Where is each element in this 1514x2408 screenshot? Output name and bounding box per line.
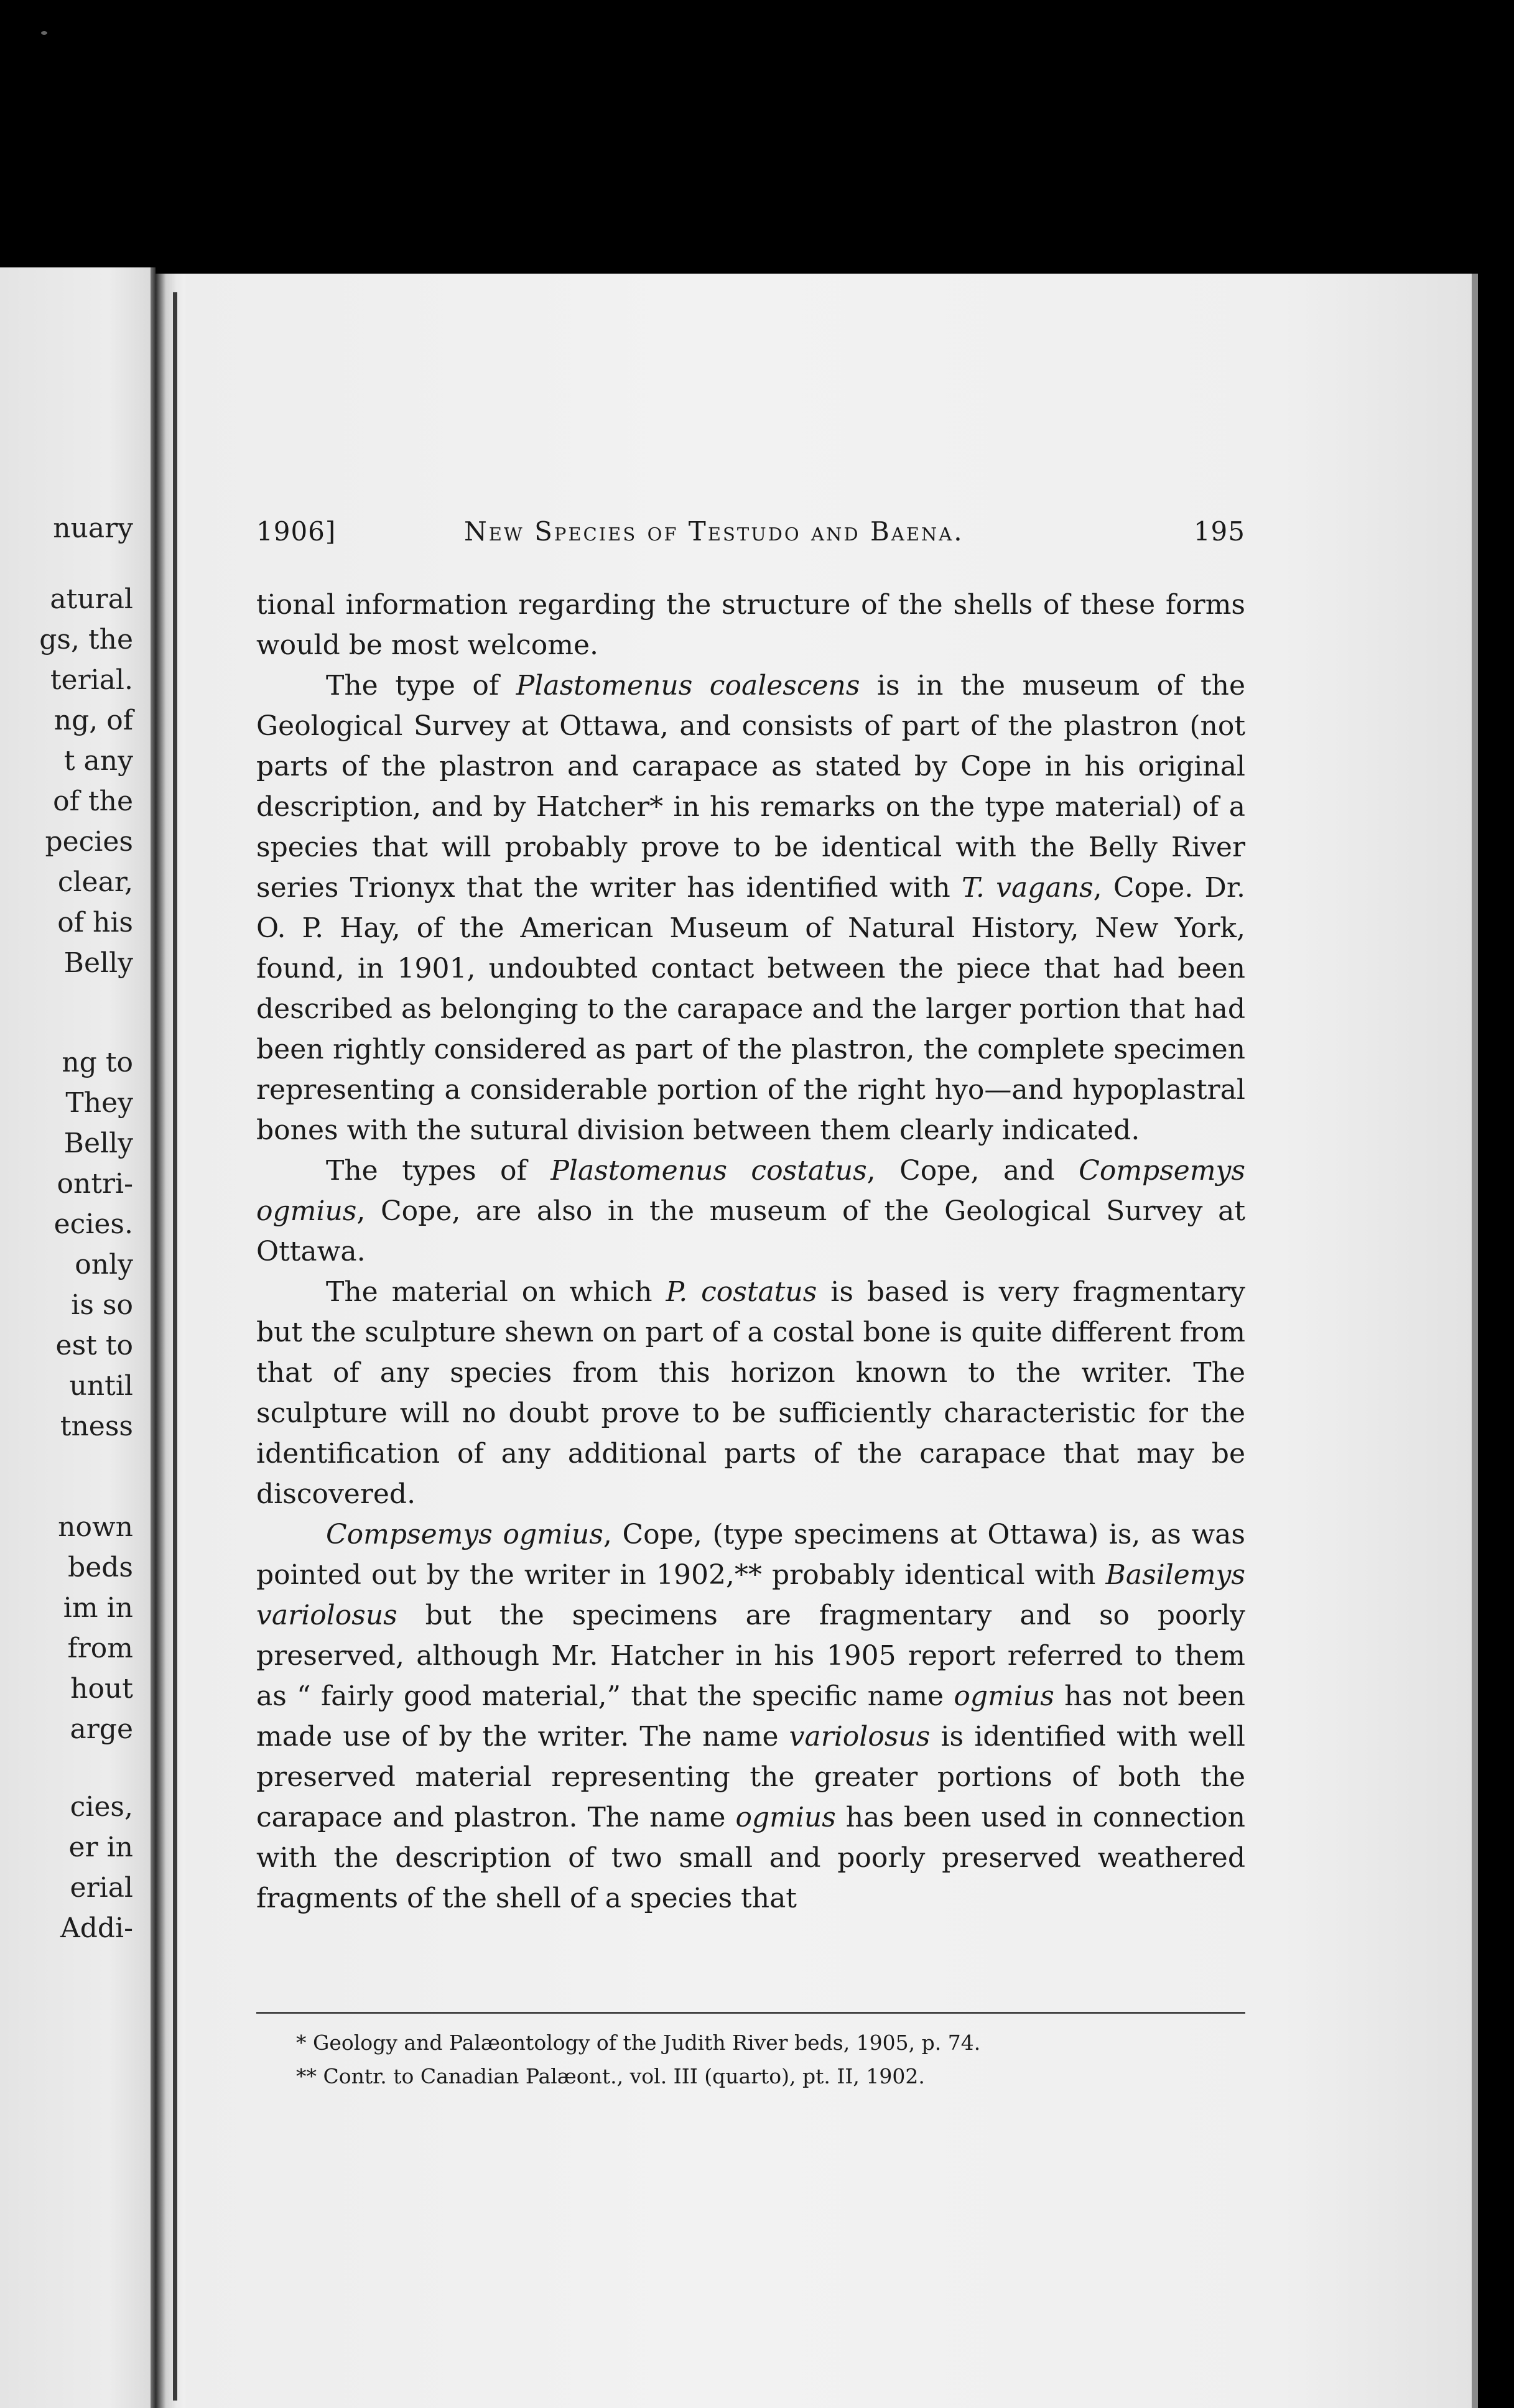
- left-line: gs, the: [39, 624, 133, 655]
- left-line: er in: [68, 1831, 133, 1863]
- left-line: until: [69, 1370, 133, 1402]
- running-head-title: New Species of Testudo and Baena.: [464, 516, 964, 547]
- body-text: [256, 585, 1245, 1919]
- left-line: nuary: [53, 512, 133, 544]
- left-line: nown: [58, 1511, 133, 1543]
- left-line: from: [67, 1632, 133, 1664]
- paragraph-2: The type of Plastomenus coalescens is in the museum of the Geological Survey at Ottawa, and consists of part of the plastron (not parts of the plastron and carapace as stated by Cope in his original description, and by Hatcher* in his remarks on the type material) of a species that will probably prove to be identical with the Belly River series Trionyx that the writer has identified with T. vagans, Cope. Dr. O. P. Hay, of the American Museum of Natural History, New York, found, in 1901, undoubted contact between the piece that had been described as belonging to the carapace and the larger portion that had been rightly considered as part of the plastron, the complete specimen representing a considerable portion of the right hyo—and hypoplastral bones with the sutural division between them clearly indicated.: [256, 670, 1246, 1146]
- paragraph-3: The types of Plastomenus costatus, Cope, and Compsemys ogmius, Cope, are also in the museum of the Geological Survey at Ottawa.: [256, 1155, 1245, 1267]
- footnote-1: * Geology and Palæontology of the Judith River beds, 1905, p. 74.: [296, 2031, 981, 2055]
- running-head: [256, 516, 1245, 560]
- left-line: pecies: [45, 826, 133, 858]
- left-line: im in: [63, 1592, 133, 1624]
- page-number: 195: [1193, 516, 1245, 547]
- left-page-edge: [151, 267, 156, 2408]
- gutter-shadow-line: [173, 292, 177, 2401]
- left-line: hout: [70, 1673, 133, 1705]
- scan-speck: [41, 31, 47, 35]
- left-line: erial: [70, 1872, 133, 1904]
- left-line: clear,: [57, 866, 133, 898]
- left-line: cies,: [70, 1791, 133, 1823]
- left-line: is so: [71, 1289, 133, 1321]
- left-line: only: [75, 1249, 133, 1280]
- right-page-edge: [1472, 274, 1478, 2408]
- paragraph-4: The material on which P. costatus is based is very fragmentary but the sculpture shewn on part of a costal bone is quite different from that of any species from this horizon known to the writer. The sculpture will no doubt prove to be sufficiently characteristic for the identification of any additional parts of the carapace that may be discovered.: [256, 1276, 1246, 1510]
- footnote-2: ** Contr. to Canadian Palæont., vol. III (quarto), pt. II, 1902.: [296, 2064, 925, 2088]
- right-page: [185, 274, 1477, 2408]
- left-line: ng to: [62, 1047, 133, 1078]
- left-line: They: [65, 1087, 133, 1119]
- left-line: terial.: [50, 664, 133, 696]
- left-line: t any: [63, 745, 133, 777]
- paragraph-1: tional information regarding the structure of the shells of these forms would be most welcome.: [256, 589, 1245, 661]
- left-line: atural: [50, 583, 133, 615]
- book-gutter: [156, 274, 185, 2408]
- left-line: beds: [68, 1552, 133, 1583]
- paragraph-5: Compsemys ogmius, Cope, (type specimens at Ottawa) is, as was pointed out by the writer in 1902,** probably identical with Basilemys variolosus but the specimens are fragmentary and so poorly preserved, although Mr. Hatcher in his 1905 report referred to them as “ fairly good material,” that the specific name ogmius has not been made use of by the writer. The name variolosus is identified with well preserved material representing the greater portions of both the carapace and plastron. The name ogmius has been used in connection with the description of two small and poorly preserved weathered fragments of the shell of a species that: [256, 1519, 1245, 1914]
- left-line: arge: [70, 1713, 133, 1745]
- left-line: ecies.: [53, 1208, 133, 1240]
- left-line: of his: [57, 907, 133, 938]
- left-line: tness: [60, 1410, 133, 1442]
- left-line: ontri-: [57, 1168, 133, 1200]
- left-line: Addi-: [60, 1912, 133, 1944]
- left-line: of the: [53, 785, 133, 817]
- running-head-year: 1906]: [256, 516, 337, 547]
- footnotes: [296, 2026, 1229, 2093]
- left-line: Belly: [63, 1128, 133, 1159]
- left-page-fragment: [0, 267, 156, 2408]
- left-line: Belly: [63, 947, 133, 979]
- left-line: ng, of: [53, 705, 133, 736]
- footnote-rule: [256, 2012, 1245, 2014]
- left-line: est to: [55, 1330, 133, 1361]
